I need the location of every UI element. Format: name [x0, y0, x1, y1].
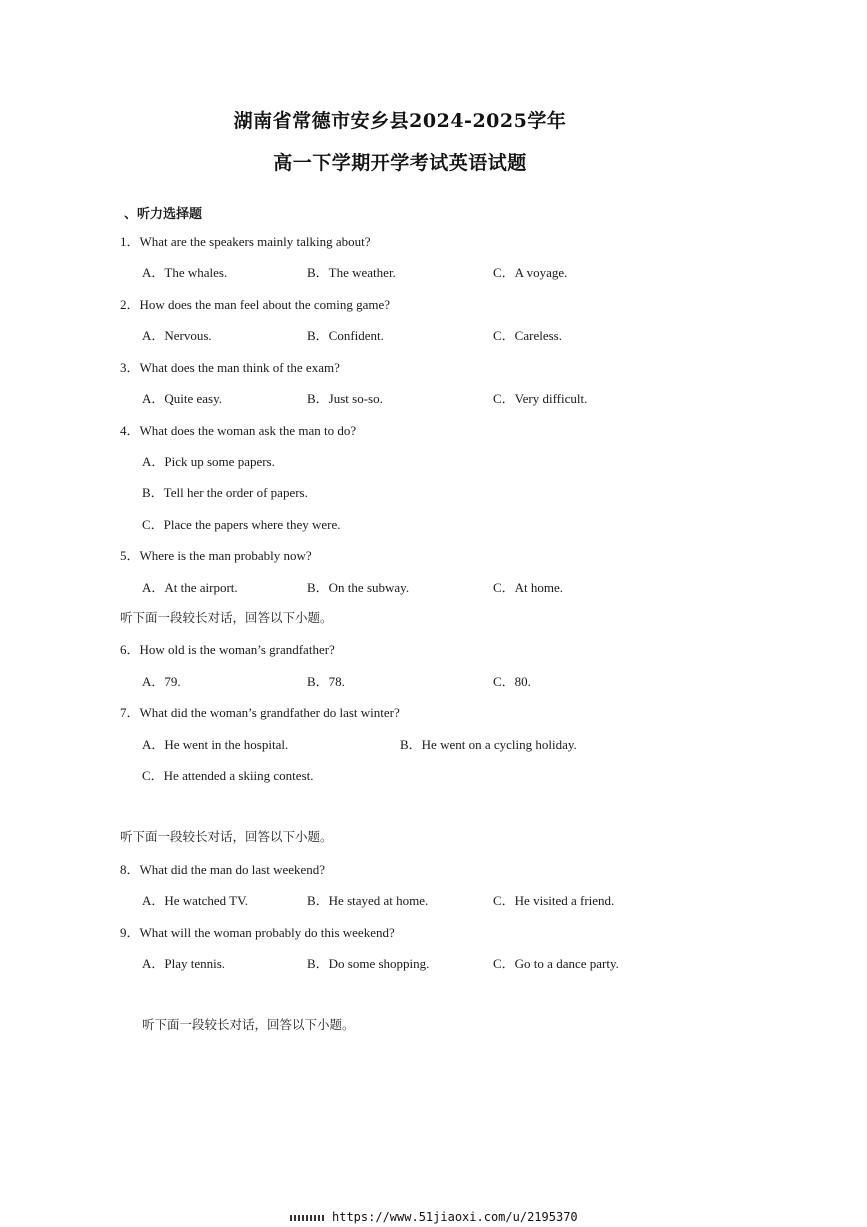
option-b: B．Tell her the order of papers. [142, 485, 308, 500]
option-a: A．Nervous. [142, 328, 212, 343]
question-stem: 6．How old is the woman’s grandfather? [120, 642, 335, 657]
question-stem: 1．What are the speakers mainly talking about? [120, 234, 371, 249]
option-a: A．79. [142, 674, 181, 689]
option-c: C．He attended a skiing contest. [142, 768, 314, 783]
option-a: A．Pick up some papers. [142, 454, 275, 469]
option-b: B．He went on a cycling holiday. [400, 737, 577, 752]
option-c: C．Very difficult. [493, 391, 588, 406]
option-c: C．A voyage. [493, 265, 568, 280]
document-title-line-1: 湖南省常德市安乡县2024-2025学年 [233, 110, 567, 132]
option-c: C．Careless. [493, 328, 562, 343]
watermark-stamp-icon [290, 1215, 326, 1221]
option-c: C．80. [493, 674, 531, 689]
option-a: A．He went in the hospital. [142, 737, 289, 752]
question-stem: 7．What did the woman’s grandfather do last winter? [120, 705, 400, 720]
footer-url-link[interactable]: https://www.51jiaoxi.com/u/2195370 [332, 1210, 578, 1224]
option-a: A．At the airport. [142, 580, 238, 595]
question-stem: 4．What does the woman ask the man to do? [120, 423, 357, 438]
question-stem: 2．How does the man feel about the coming game? [120, 297, 391, 312]
option-b: B．On the subway. [307, 580, 410, 595]
instruction-note: 听下面一段较长对话，回答以下小题。 [142, 1017, 355, 1032]
section-heading: 、听力选择题 [124, 207, 203, 222]
option-c: C．He visited a friend. [493, 893, 615, 908]
document-title-line-2: 高一下学期开学考试英语试题 [273, 152, 527, 174]
question-stem: 8．What did the man do last weekend? [120, 862, 326, 877]
option-b: B．Just so-so. [307, 391, 383, 406]
question-stem: 5．Where is the man probably now? [120, 548, 312, 563]
instruction-note: 听下面一段较长对话，回答以下小题。 [120, 829, 333, 844]
question-stem: 3．What does the man think of the exam? [120, 360, 340, 375]
option-b: B．78. [307, 674, 345, 689]
option-c: C．Place the papers where they were. [142, 517, 341, 532]
footer-watermark [290, 1210, 578, 1224]
option-c: C．At home. [493, 580, 564, 595]
option-b: B．Do some shopping. [307, 956, 430, 971]
option-a: A．Quite easy. [142, 391, 223, 406]
option-c: C．Go to a dance party. [493, 956, 619, 971]
option-a: A．He watched TV. [142, 893, 249, 908]
option-b: B．He stayed at home. [307, 893, 429, 908]
option-b: B．Confident. [307, 328, 384, 343]
option-b: B．The weather. [307, 265, 396, 280]
option-a: A．The whales. [142, 265, 228, 280]
instruction-note: 听下面一段较长对话，回答以下小题。 [120, 610, 333, 625]
question-stem: 9．What will the woman probably do this weekend? [120, 925, 395, 940]
option-a: A．Play tennis. [142, 956, 226, 971]
